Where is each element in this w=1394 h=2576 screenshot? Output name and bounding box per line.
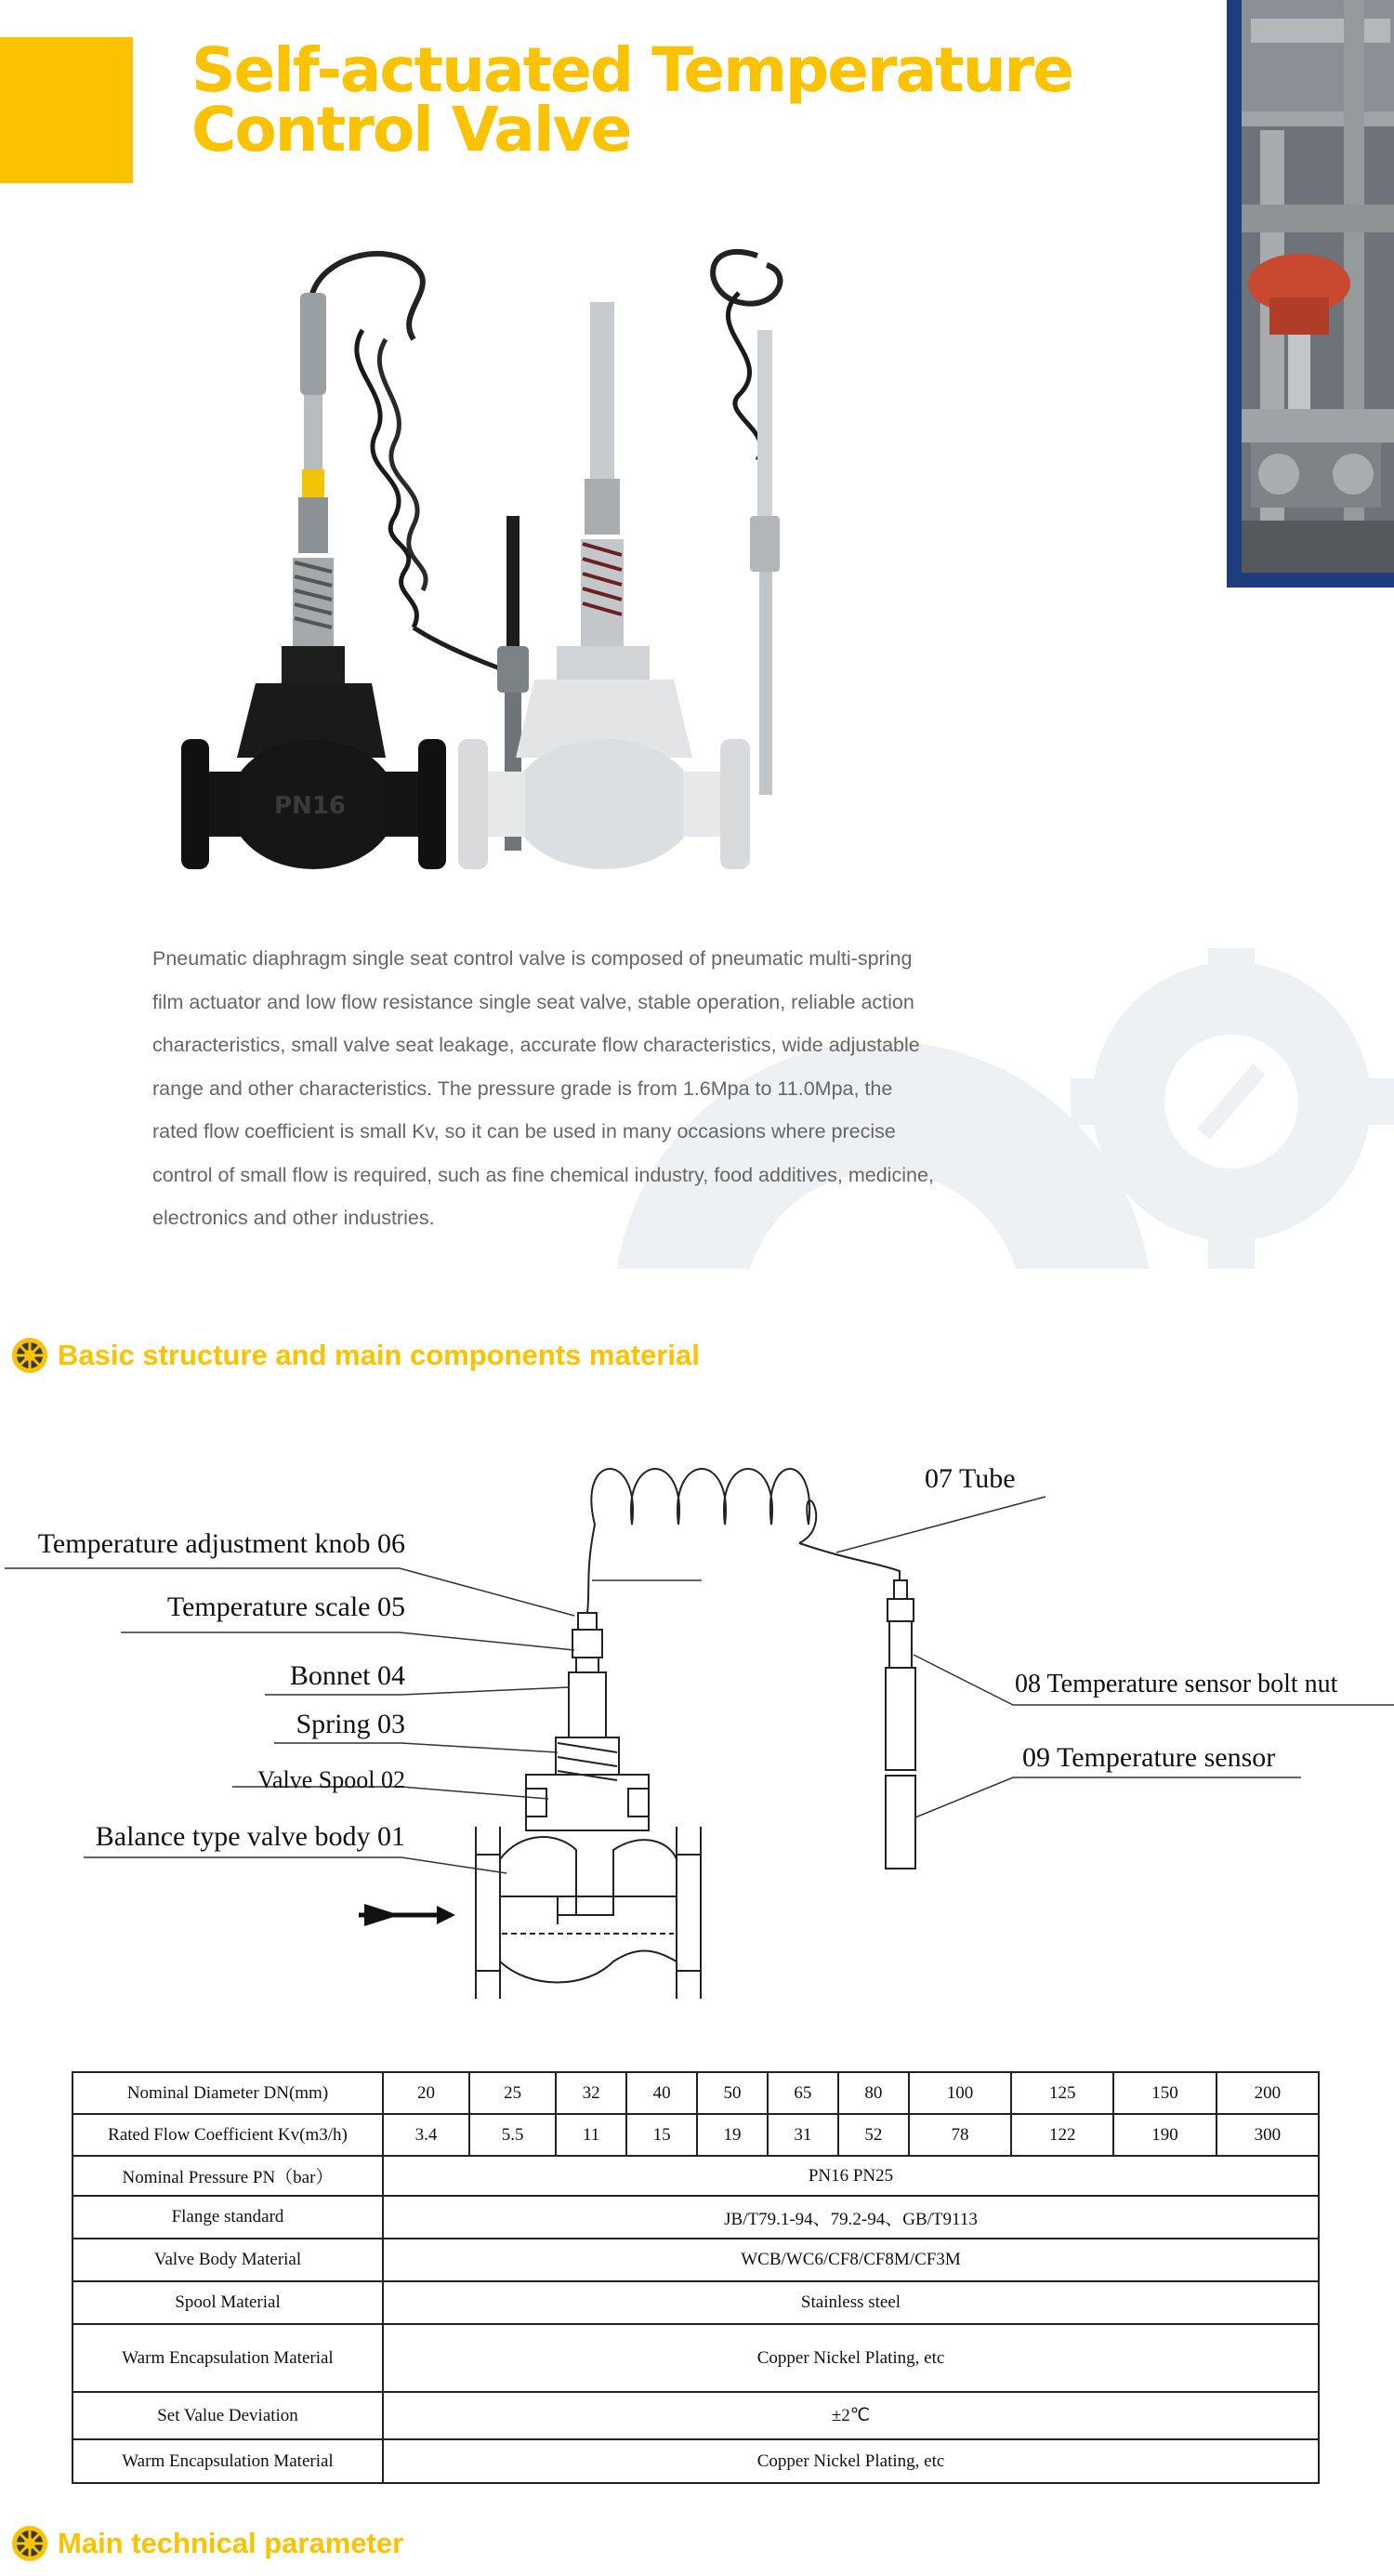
table-row: [72, 2114, 1319, 2156]
row-label: Valve Body Material: [72, 2239, 383, 2281]
intro-line: characteristics, small valve seat leakage, accurate flow characteristics, wide adjustable: [152, 1034, 920, 1056]
table-cell: ±2℃: [383, 2392, 1319, 2439]
table-cell: PN16 PN25: [383, 2156, 1319, 2196]
factory-photo: [1227, 0, 1394, 588]
row-label: Set Value Deviation: [72, 2392, 383, 2439]
table-cell: 50: [697, 2072, 768, 2114]
table-row: [72, 2392, 1319, 2439]
row-label: Warm Encapsulation Material: [72, 2439, 383, 2483]
page-title-line-2: Control Valve: [191, 94, 631, 165]
table-cell: 31: [768, 2114, 838, 2156]
label-spool: Valve Spool 02: [257, 1766, 405, 1793]
table-cell: 25: [469, 2072, 556, 2114]
label-knob: Temperature adjustment knob 06: [37, 1528, 405, 1559]
label-scale: Temperature scale 05: [166, 1592, 405, 1622]
table-cell: 100: [909, 2072, 1011, 2114]
intro-line: rated flow coefficient is small Kv, so it can be used in many occasions where precise: [152, 1120, 896, 1143]
table-cell: 32: [556, 2072, 626, 2114]
product-photo: [181, 237, 934, 906]
intro-line: control of small flow is required, such as fine chemical industry, food additives, medicine,: [152, 1163, 934, 1186]
table-cell: 78: [909, 2114, 1011, 2156]
section-heading-technical: [11, 2525, 403, 2562]
table-cell: 80: [838, 2072, 909, 2114]
table-cell: 11: [556, 2114, 626, 2156]
table-row: [72, 2156, 1319, 2196]
table-cell: 300: [1216, 2114, 1319, 2156]
row-label: Rated Flow Coefficient Kv(m3/h): [72, 2114, 383, 2156]
table-row: [72, 2196, 1319, 2239]
table-cell: 122: [1011, 2114, 1113, 2156]
intro-paragraph: [152, 937, 1045, 1240]
table-cell: Stainless steel: [383, 2281, 1319, 2324]
table-cell: 15: [626, 2114, 697, 2156]
section-heading-structure: [11, 1337, 700, 1374]
table-cell: 125: [1011, 2072, 1113, 2114]
gear-emblem-icon: [11, 1337, 48, 1374]
row-label: Nominal Pressure PN（bar）: [72, 2156, 383, 2196]
table-cell: 20: [383, 2072, 469, 2114]
table-row: [72, 2072, 1319, 2114]
gear-emblem-icon: [11, 2525, 48, 2562]
table-cell: 190: [1113, 2114, 1216, 2156]
row-label: Flange standard: [72, 2196, 383, 2239]
table-cell: 5.5: [469, 2114, 556, 2156]
label-bolt-nut: 08 Temperature sensor bolt nut: [1015, 1670, 1338, 1698]
svg-text:PN16: PN16: [274, 792, 346, 820]
table-cell: 3.4: [383, 2114, 469, 2156]
factory-photo-illustration: [1242, 0, 1394, 573]
spec-table: [72, 2071, 1320, 2484]
table-row: [72, 2439, 1319, 2483]
page-title: [191, 34, 1072, 165]
table-cell: 52: [838, 2114, 909, 2156]
intro-line: film actuator and low flow resistance single seat valve, stable operation, reliable action: [152, 990, 914, 1013]
intro-line: electronics and other industries.: [152, 1207, 435, 1229]
intro-line: range and other characteristics. The pressure grade is from 1.6Mpa to 11.0Mpa, the: [152, 1077, 893, 1100]
intro-line: Pneumatic diaphragm single seat control valve is composed of pneumatic multi-spring: [152, 947, 913, 970]
table-row: [72, 2239, 1319, 2281]
label-spring: Spring 03: [296, 1709, 405, 1739]
label-bonnet: Bonnet 04: [289, 1660, 405, 1691]
table-row: [72, 2281, 1319, 2324]
label-body: Balance type valve body 01: [95, 1821, 405, 1852]
table-cell: 19: [697, 2114, 768, 2156]
label-tube: 07 Tube: [925, 1463, 1016, 1494]
table-cell: Copper Nickel Plating, etc: [383, 2439, 1319, 2483]
label-sensor: 09 Temperature sensor: [1022, 1742, 1276, 1773]
page-title-line-1: Self-actuated Temperature: [191, 34, 1072, 106]
table-cell: 150: [1113, 2072, 1216, 2114]
table-cell: WCB/WC6/CF8/CF8M/CF3M: [383, 2239, 1319, 2281]
table-cell: Copper Nickel Plating, etc: [383, 2324, 1319, 2392]
table-cell: 40: [626, 2072, 697, 2114]
table-row: [72, 2324, 1319, 2392]
row-label: Warm Encapsulation Material: [72, 2324, 383, 2392]
accent-block: [0, 37, 133, 183]
section-title: Basic structure and main components material: [58, 1339, 700, 1371]
row-label: Nominal Diameter DN(mm): [72, 2072, 383, 2114]
row-label: Spool Material: [72, 2281, 383, 2324]
table-cell: 200: [1216, 2072, 1319, 2114]
table-cell: 65: [768, 2072, 838, 2114]
structure-diagram: [0, 1427, 1394, 2022]
table-cell: JB/T79.1-94、79.2-94、GB/T9113: [383, 2196, 1319, 2239]
section-title: Main technical parameter: [58, 2527, 404, 2559]
